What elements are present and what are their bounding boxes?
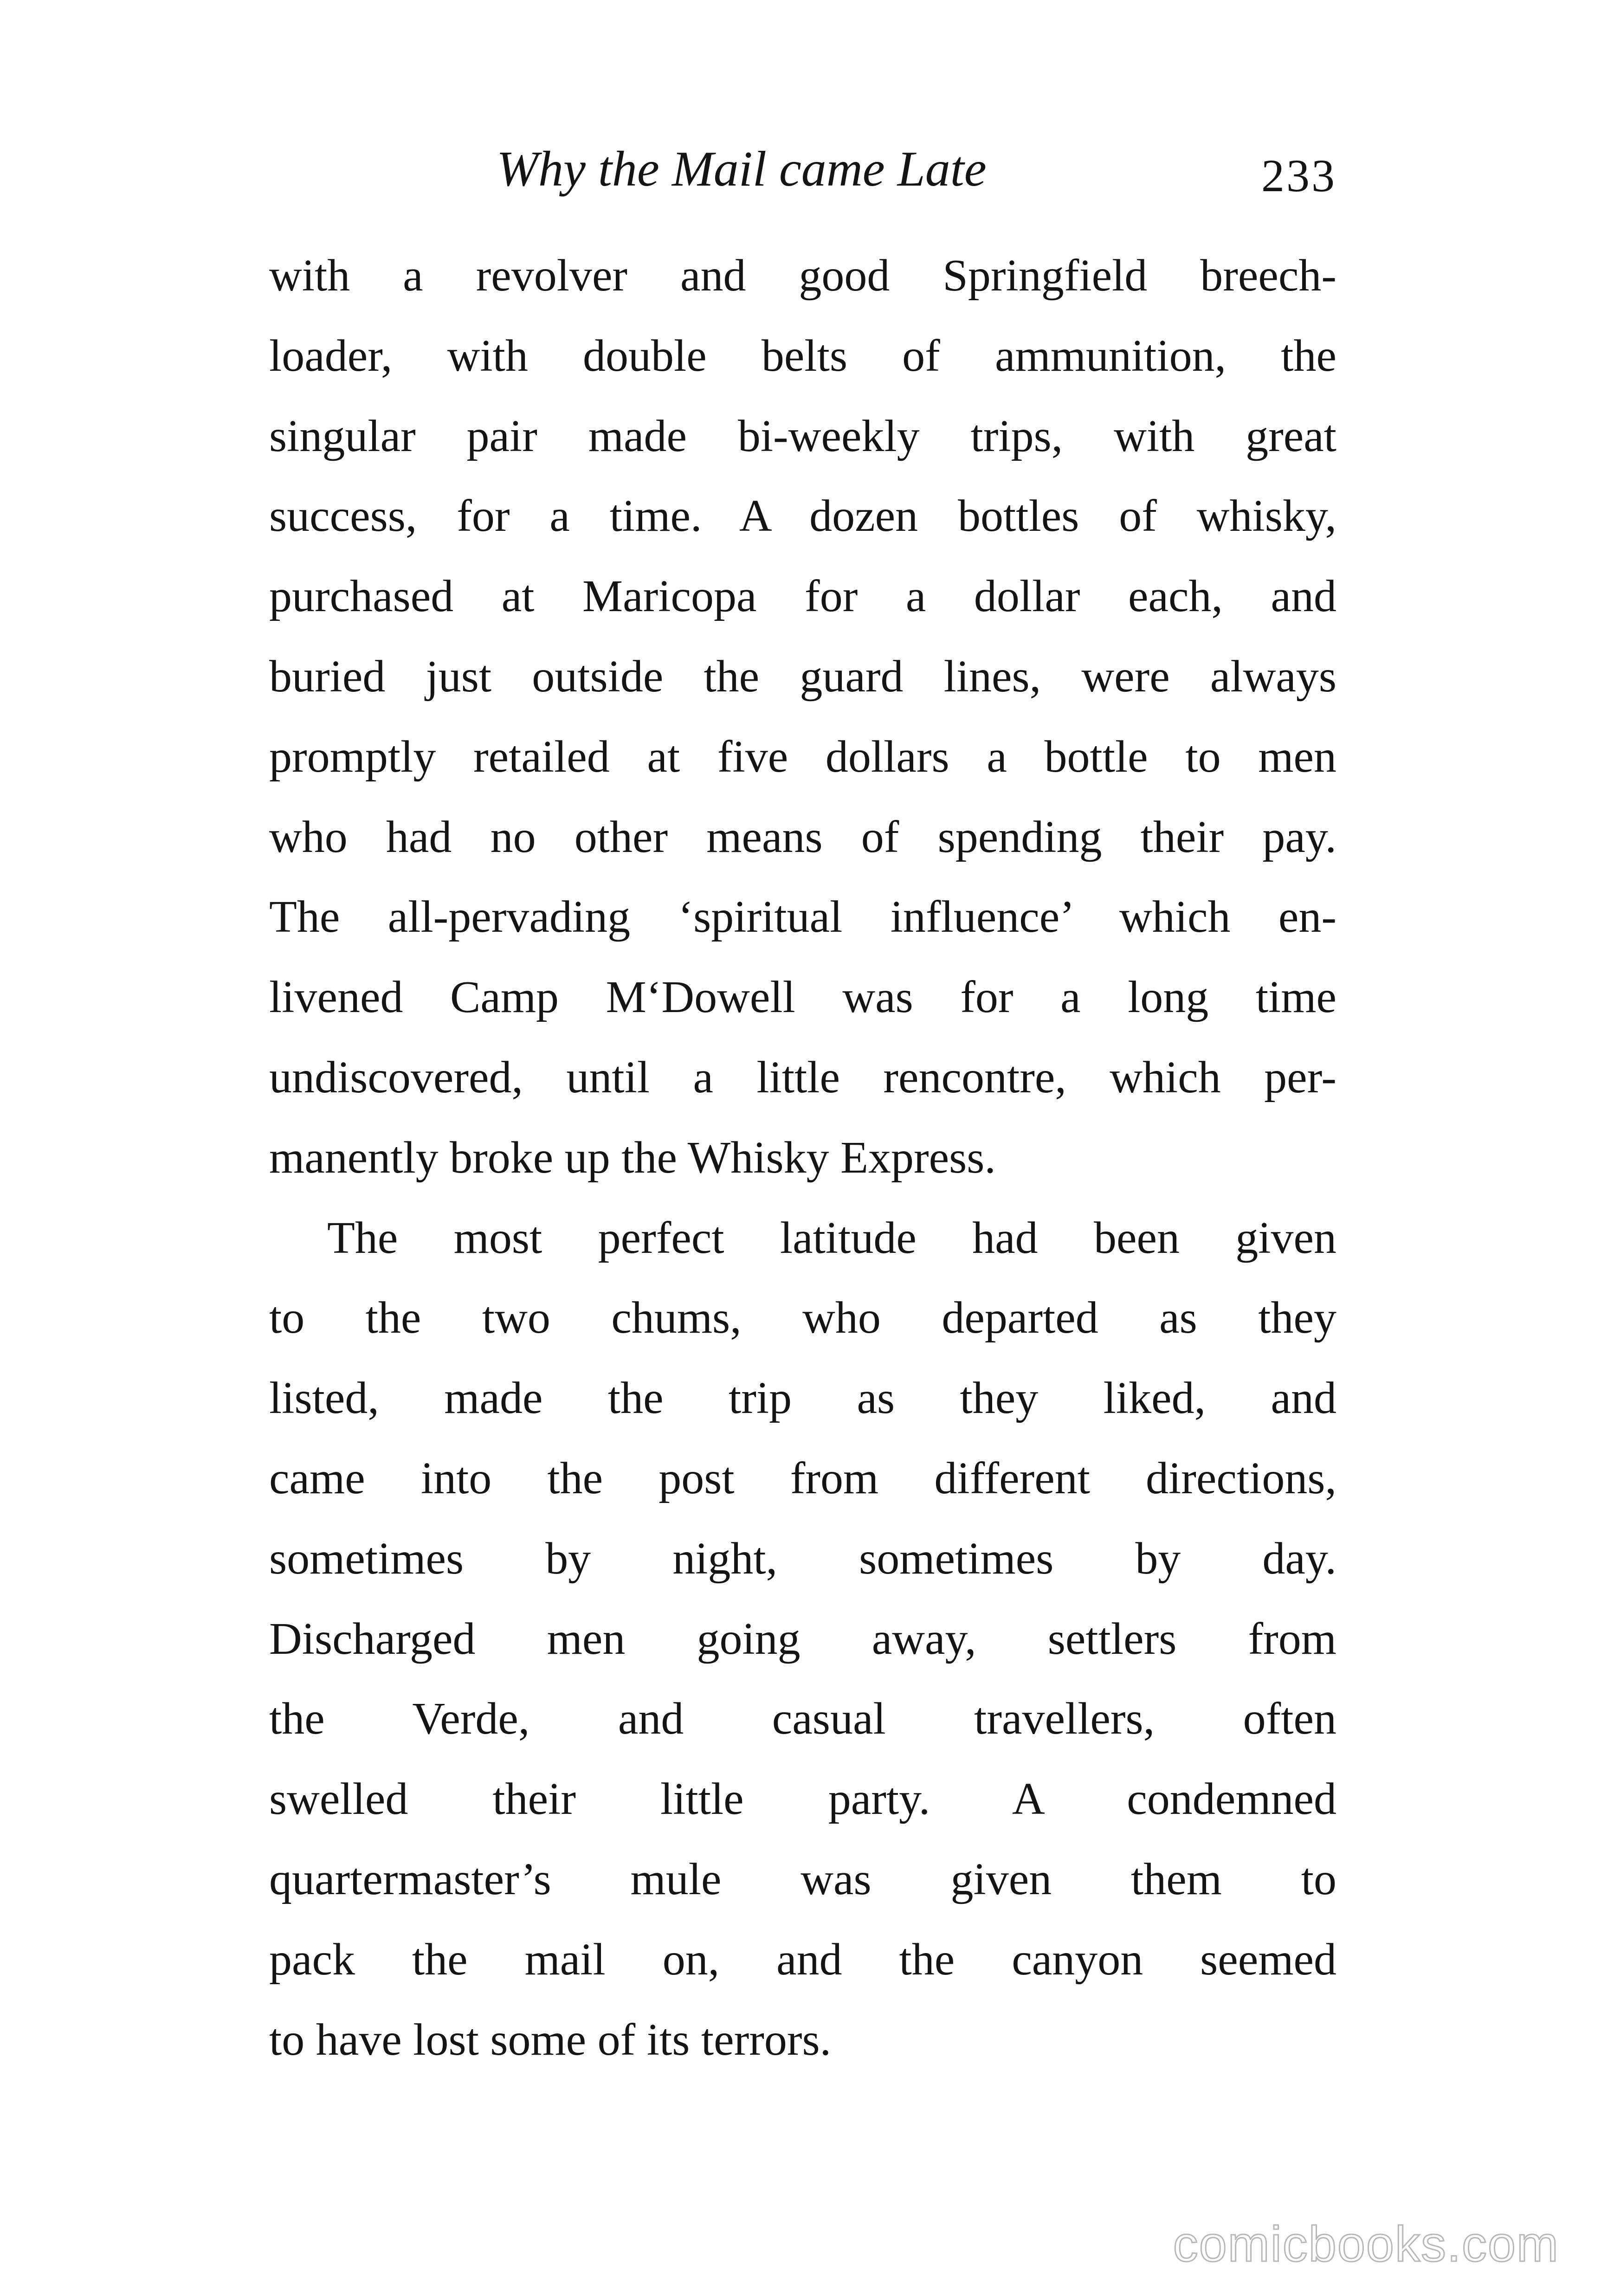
text-line: to the two chums, who departed as they <box>269 1293 1336 1343</box>
text-line: sometimes by night, sometimes by day. <box>269 1533 1336 1584</box>
text-line: who had no other means of spending their pay. <box>269 812 1336 862</box>
text-line: listed, made the trip as they liked, and <box>269 1373 1336 1424</box>
text-line: manently broke up the Whisky Express. <box>269 1132 996 1183</box>
text-line: with a revolver and good Springfield breech- <box>269 251 1336 301</box>
watermark: comicbooks.com <box>1173 2216 1559 2272</box>
text-line: livened Camp M‘Dowell was for a long time <box>269 972 1336 1023</box>
running-title: Why the Mail came Late <box>497 142 987 197</box>
body-text <box>269 236 1336 2080</box>
text-line: the Verde, and casual travellers, often <box>269 1694 1336 1744</box>
text-line: swelled their little party. A condemned <box>269 1774 1336 1825</box>
text-line: The all-pervading ‘spiritual influence’ which en- <box>269 892 1336 942</box>
text-line: The most perfect latitude had been given <box>327 1212 1336 1263</box>
text-line: to have lost some of its terrors. <box>269 2014 832 2065</box>
text-line: singular pair made bi-weekly trips, with great <box>269 411 1336 461</box>
text-line: loader, with double belts of ammunition, the <box>269 330 1336 381</box>
text-line: buried just outside the guard lines, were always <box>269 651 1336 702</box>
paragraph-2 <box>269 1198 1336 2080</box>
text-line: pack the mail on, and the canyon seemed <box>269 1934 1336 1985</box>
text-line: promptly retailed at five dollars a bottle to men <box>269 731 1336 782</box>
paragraph-1 <box>269 236 1336 1198</box>
text-line: came into the post from different directions, <box>269 1453 1336 1503</box>
text-line: purchased at Maricopa for a dollar each, and <box>269 571 1336 622</box>
text-line: Discharged men going away, settlers from <box>269 1613 1336 1664</box>
text-line: success, for a time. A dozen bottles of whisky, <box>269 491 1336 542</box>
page-header <box>269 135 1336 204</box>
page-number: 233 <box>1261 150 1336 201</box>
text-line: undiscovered, until a little rencontre, which per- <box>269 1052 1336 1103</box>
text-line: quartermaster’s mule was given them to <box>269 1854 1336 1904</box>
